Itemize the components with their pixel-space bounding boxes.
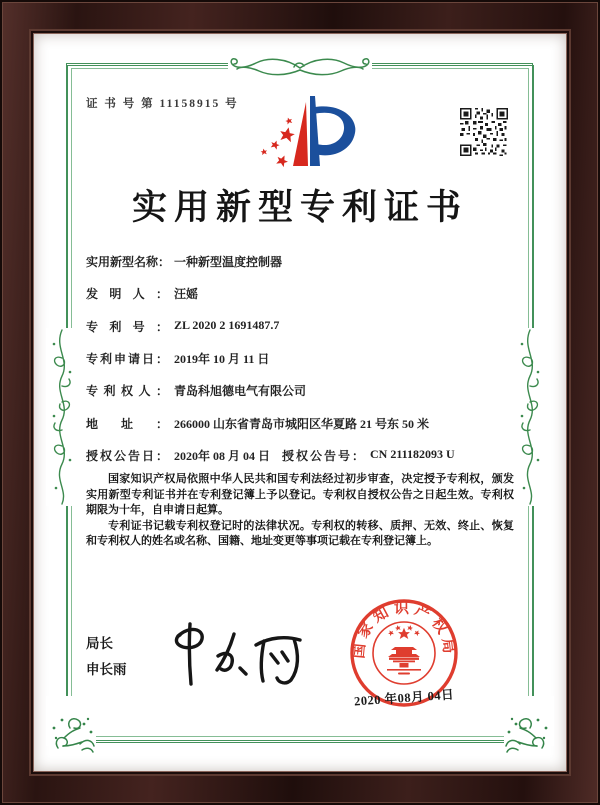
- field-value: 汪媱: [174, 287, 199, 301]
- grant-date-label: 授权公告日：: [86, 449, 168, 463]
- legal-text: [86, 472, 514, 550]
- field-inventor: [86, 285, 516, 302]
- field-label: 实用新型名称：: [86, 255, 171, 269]
- signoff-name: 申长雨: [86, 662, 127, 677]
- body-paragraph-2: 专利证书记载专利权登记时的法律状况。专利权的转移、质押、无效、终止、恢复和专利权人的姓名或名称、国籍、地址变更等事项记载在专利登记簿上。: [86, 519, 514, 547]
- field-label: 专利申请日：: [86, 352, 168, 366]
- field-label: 地址：: [86, 417, 168, 431]
- qr-code: [460, 108, 508, 161]
- certificate-title: 实用新型专利证书: [131, 188, 468, 227]
- field-label: 专利权人：: [86, 384, 168, 398]
- grant-date-value: 2020年 08 月 04 日: [174, 449, 271, 463]
- field-patent-no: [86, 318, 516, 335]
- cnipa-logo-icon: [256, 95, 362, 180]
- certificate-number: 证 书 号 第 11158915 号: [86, 98, 239, 110]
- grant-no-label: 授权公告号：: [282, 449, 364, 463]
- seal-date: 2020 年08月 04日: [353, 687, 455, 709]
- field-value: 2019年 10 月 11 日: [174, 352, 270, 366]
- field-name: [86, 253, 516, 270]
- body-paragraph-1: 国家知识产权局依照中华人民共和国专利法经过初步审查，决定授予专利权，颁发实用新型专利证书并在专利登记簿上予以登记。专利权自授权公告之日起生效。专利权期限为十年，自申请日起算。: [86, 473, 514, 516]
- field-address: [86, 415, 516, 432]
- floral-bottom-right-icon: [504, 714, 550, 756]
- seal-ring-text: 国家知识产权局: [351, 600, 457, 660]
- field-value: 一种新型温度控制器: [174, 255, 283, 269]
- flourish-top-icon: [228, 54, 372, 82]
- vine-right-icon: [514, 328, 546, 506]
- vine-left-icon: [46, 328, 78, 506]
- field-patentee: [86, 382, 516, 399]
- floral-bottom-left-icon: [50, 714, 96, 756]
- field-value: 青岛科旭德电气有限公司: [174, 384, 307, 398]
- signature-autograph-icon: [158, 612, 328, 703]
- signoff-title: 局长: [86, 636, 113, 651]
- field-value: 266000 山东省青岛市城阳区华夏路 21 号东 50 米: [174, 417, 430, 431]
- field-label: 发明人：: [86, 287, 168, 301]
- national-emblem-icon: [387, 624, 421, 674]
- grant-no-value: CN 211182093 U: [370, 447, 455, 461]
- grant-row: [86, 447, 516, 464]
- field-label: 专利号：: [86, 320, 168, 334]
- field-filing-date: [86, 350, 516, 367]
- field-value: ZL 2020 2 1691487.7: [174, 318, 280, 332]
